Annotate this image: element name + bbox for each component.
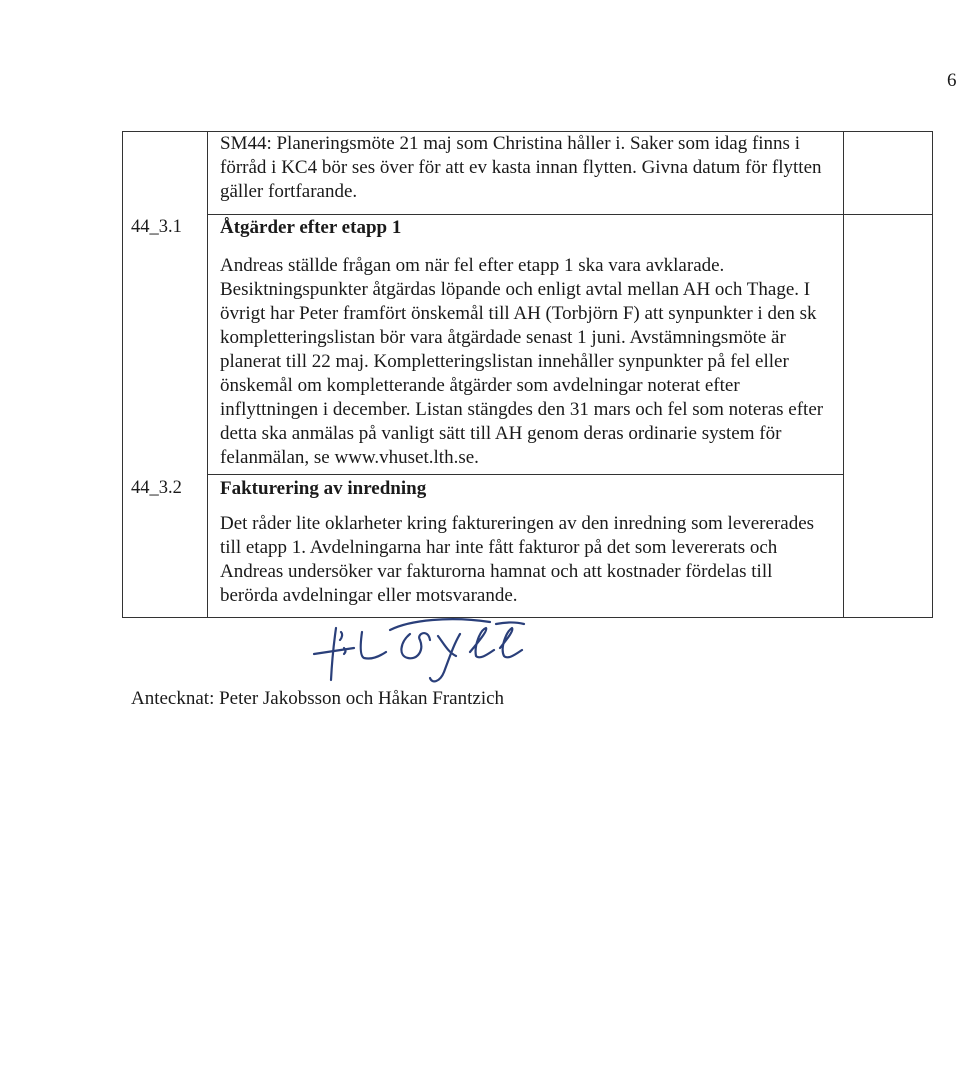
row-3-heading: Fakturering av inredning: [220, 478, 427, 499]
annotated-by-note: Antecknat: Peter Jakobsson och Håkan Frantzich: [131, 688, 505, 709]
row-3-item-number: 44_3.2: [131, 478, 182, 498]
column-divider-2: [843, 131, 844, 618]
table-border-left: [122, 131, 123, 618]
row-2-item-number: 44_3.1: [131, 217, 182, 237]
row-2-heading: Åtgärder efter etapp 1: [220, 217, 402, 238]
row-divider-1: [207, 214, 933, 215]
page-number: 6: [947, 70, 957, 91]
column-divider-1: [207, 131, 208, 618]
handwritten-signature: [310, 610, 540, 690]
row-divider-2: [207, 474, 844, 475]
row-2-body: Andreas ställde frågan om när fel efter etapp 1 ska vara avklarade. Besiktningspunkter åtgärdas löpande och enligt avtal mellan AH och Thage. I övrigt har Peter framfört önskemål till AH (Torbjörn F) att synpunkter i den sk kompletteringslistan bör vara åtgärdade senast 1 juni. Avstämningsmöte är planerat till 22 maj. Kompletteringslistan innehåller synpunkter på fel eller önskemål om kompletterande åtgärder som avdelningar noterat efter inflyttningen i december. Listan stängdes den 31 mars och fel som noteras efter detta ska anmälas på vanligt sätt till AH genom deras ordinarie system för felanmälan, se www.vhuset.lth.se.: [220, 255, 824, 468]
row-3-body: Det råder lite oklarheter kring faktureringen av den inredning som levererades till etapp 1. Avdelningarna har inte fått fakturor på det som levererats och Andreas undersöker var fakturorna hamnat och att kostnader fördelas till berörda avdelningar eller motsvarande.: [220, 513, 815, 606]
table-border-right: [932, 131, 933, 618]
row-1-body: SM44: Planeringsmöte 21 maj som Christina håller i. Saker som idag finns i förråd i KC4 bör ses över för att ev kasta innan flytten. Givna datum för flytten gäller fortfarande.: [220, 133, 822, 202]
